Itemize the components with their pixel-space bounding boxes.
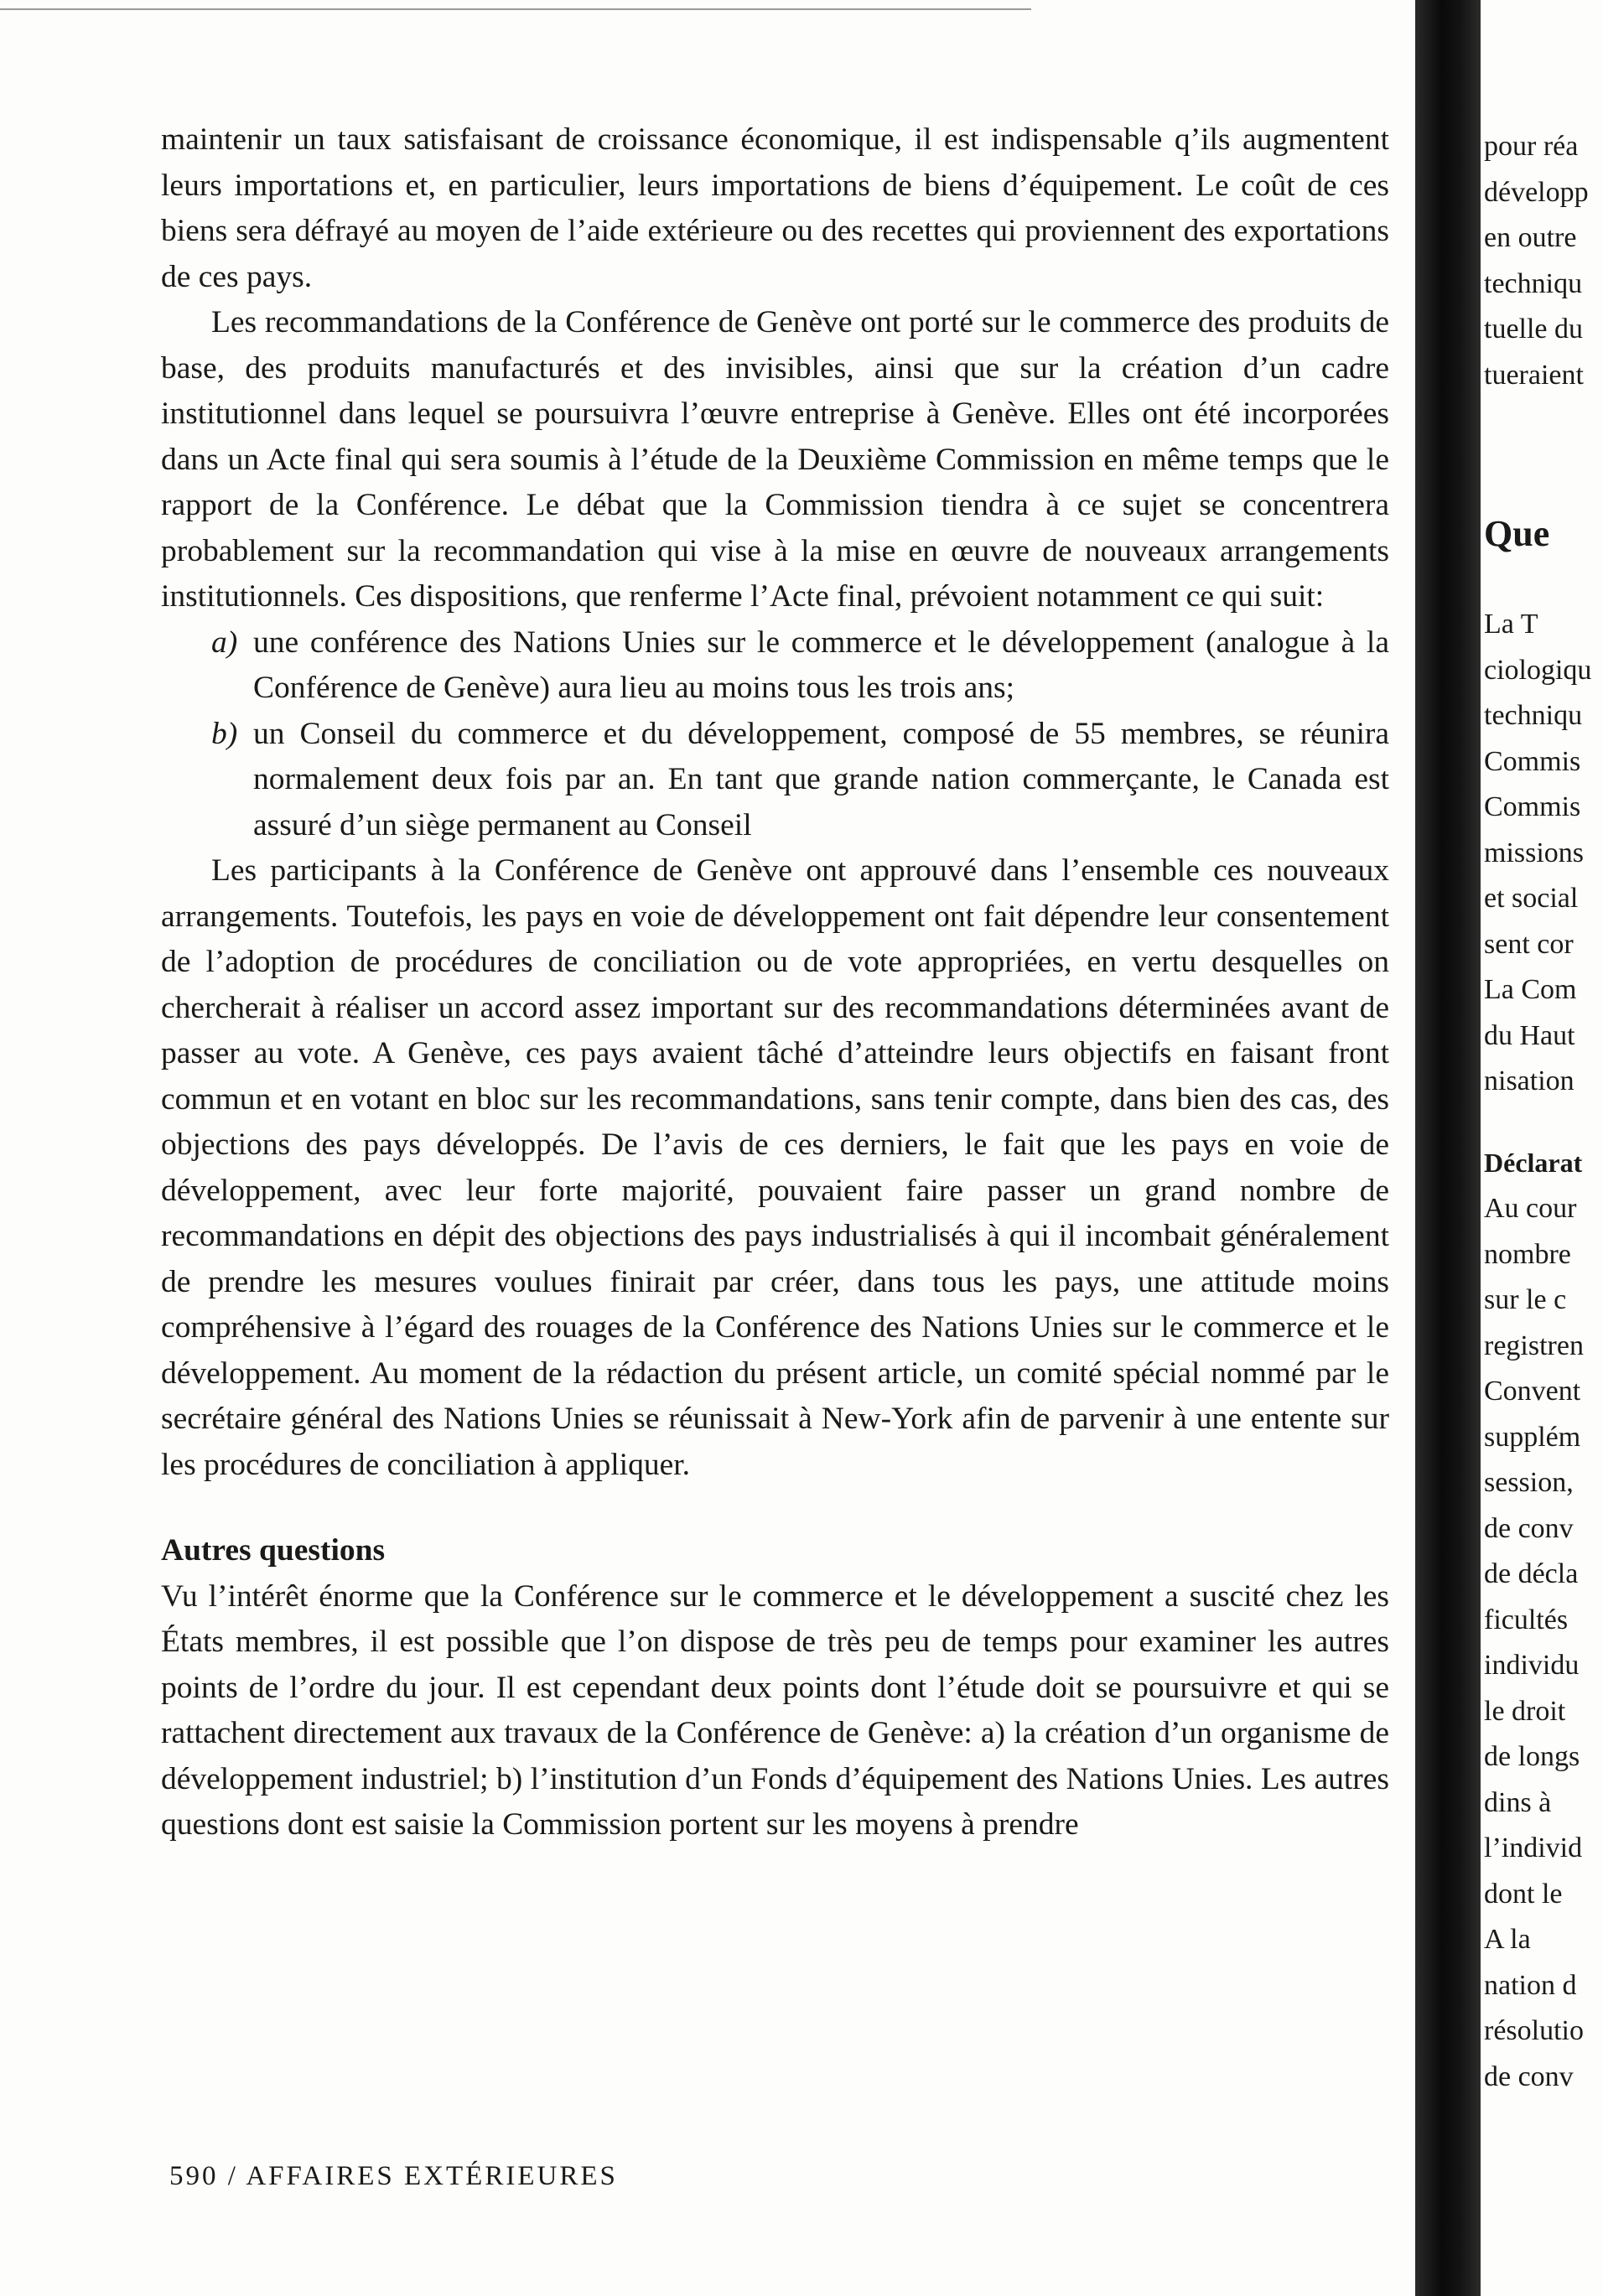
facing-page-line: dont le	[1484, 1878, 1563, 1910]
facing-page-line: tueraient	[1484, 359, 1584, 391]
scan-top-rule	[0, 8, 1031, 10]
facing-page-line: de conv	[1484, 2060, 1574, 2092]
facing-page-line: tuelle du	[1484, 314, 1584, 345]
facing-page-line: techniqu	[1484, 267, 1583, 299]
facing-page-line: La T	[1484, 609, 1538, 640]
facing-page-subheading: Déclarat	[1484, 1148, 1583, 1178]
facing-page-line: dins à	[1484, 1786, 1552, 1818]
facing-page-line: de longs	[1484, 1741, 1580, 1772]
facing-page-line: ficultés	[1484, 1604, 1569, 1635]
facing-page-line: nisation	[1484, 1065, 1574, 1096]
facing-page-column	[1481, 0, 1603, 2296]
book-binding-shadow	[1415, 0, 1481, 2296]
facing-page-line: pour réa	[1484, 131, 1579, 162]
paragraph-3: Les participants à la Conférence de Genève ont approuvé dans l’ensemble ces nouveaux arrangements. Toutefois, les pays en voie de développement ont fait dépendre leur consentement de l’adoption de procédures de conciliation ou de vote appropriées, en vertu desquelles on chercherait à réaliser un accord assez important sur des recommandations déterminées avant de passer au vote. A Genève, ces pays avaient tâché d’atteindre leurs objectifs en faisant front commun et en votant en bloc sur les recommandations, sans tenir compte, dans bien des cas, des objections des pays développés. De l’avis de ces derniers, le fait que les pays en voie de développement, avec leur forte majorité, pouvaient faire passer un grand nombre de recommandations en dépit des objections des pays industrialisés à qui il incombait généralement de prendre les mesures voulues finirait par créer, dans tous les pays, une attitude moins compréhensive à l’égard des rouages de la Conférence des Nations Unies sur le commerce et le développement. Au moment de la rédaction du présent article, un comité spécial nommé par le secrétaire général des Nations Unies se réunissait à New-York afin de parvenir à une entente sur les procédures de conciliation à appliquer.	[161, 853, 1389, 1482]
facing-page-line: le droit	[1484, 1695, 1566, 1727]
facing-page-line: Au cour	[1484, 1193, 1577, 1224]
paragraph-2: Les recommandations de la Conférence de Genève ont porté sur le commerce des produits de base, des produits manufacturés et des invisibles, ainsi que sur la création d’un cadre institutionnel dans lequel se poursuivra l’œuvre entreprise à Genève. Elles ont été incorporées dans un Acte final qui sera soumis à l’étude de la Deuxième Commission en même temps que le rapport de la Conférence. Le débat que la Commission tiendra à ce sujet se concentrera probablement sur la recommandation qui vise à la mise en œuvre de nouveaux arrangements institutionnels. Ces dispositions, que renferme l’Acte final, prévoient notamment ce qui suit:	[161, 305, 1389, 614]
facing-page-line: de conv	[1484, 1512, 1574, 1544]
facing-page-line: Commis	[1484, 745, 1581, 777]
facing-page-line: individu	[1484, 1650, 1580, 1681]
section-heading: Autres questions	[161, 1533, 386, 1568]
list-marker: b)	[211, 716, 238, 751]
list-item-b	[161, 712, 1389, 849]
facing-page-line: nation d	[1484, 1969, 1577, 2001]
list-text: un Conseil du commerce et du développement, composé de 55 membres, se réunira normalement deux fois par an. En tant que grande nation commerçante, le Canada est assuré d’un siège permanent au Conseil	[253, 716, 1389, 842]
facing-page-line: registren	[1484, 1329, 1584, 1361]
list-marker: a)	[211, 625, 238, 660]
facing-page-line: Commis	[1484, 791, 1581, 822]
facing-page-line: ciologiqu	[1484, 654, 1592, 686]
list-text: une conférence des Nations Unies sur le commerce et le développement (analogue à la Conférence de Genève) aura lieu au moins tous les trois ans;	[253, 625, 1389, 705]
facing-page-line: Convent	[1484, 1376, 1581, 1407]
facing-page-line: de décla	[1484, 1558, 1579, 1589]
paragraph-1: maintenir un taux satisfaisant de croissance économique, il est indispensable q’ils augmentent leurs importations et, en particulier, leurs importations de biens d’équipement. Le coût de ces biens sera défrayé au moyen de l’aide extérieure ou des recettes qui proviennent des exportations de ces pays.	[161, 122, 1389, 294]
page-footer: 590 / AFFAIRES EXTÉRIEURES	[169, 2161, 618, 2191]
facing-page-line: sur le c	[1484, 1284, 1567, 1315]
facing-page-line: nombre	[1484, 1238, 1571, 1270]
facing-page-line: en outre	[1484, 222, 1577, 253]
facing-page-line: et social	[1484, 883, 1579, 914]
facing-page-line: missions	[1484, 837, 1585, 868]
facing-page-heading: Que	[1484, 513, 1550, 554]
facing-page-line: sent cor	[1484, 928, 1574, 960]
list-item-a	[161, 620, 1389, 712]
facing-page-line: l’individ	[1484, 1832, 1583, 1863]
facing-page-line: techniqu	[1484, 700, 1583, 731]
facing-page-line: du Haut	[1484, 1019, 1575, 1051]
main-column	[161, 117, 1389, 1848]
facing-page-line: développ	[1484, 176, 1589, 208]
facing-page-line: session,	[1484, 1467, 1574, 1498]
facing-page-line: La Com	[1484, 974, 1577, 1005]
facing-page-line: résolutio	[1484, 2015, 1584, 2046]
paragraph-4: Vu l’intérêt énorme que la Conférence sur le commerce et le développement a suscité chez les États membres, il est possible que l’on dispose de très peu de temps pour examiner les autres points de l’ordre du jour. Il est cependant deux points dont l’étude doit se poursuivre et qui se rattachent directement aux travaux de la Conférence de Genève: a) la création d’un organisme de développement industriel; b) l’institution d’un Fonds d’équipement des Nations Unies. Les autres questions dont est saisie la Commission portent sur les moyens à prendre	[161, 1578, 1389, 1842]
facing-page-line: A la	[1484, 1924, 1531, 1955]
facing-page-line: supplém	[1484, 1421, 1581, 1453]
